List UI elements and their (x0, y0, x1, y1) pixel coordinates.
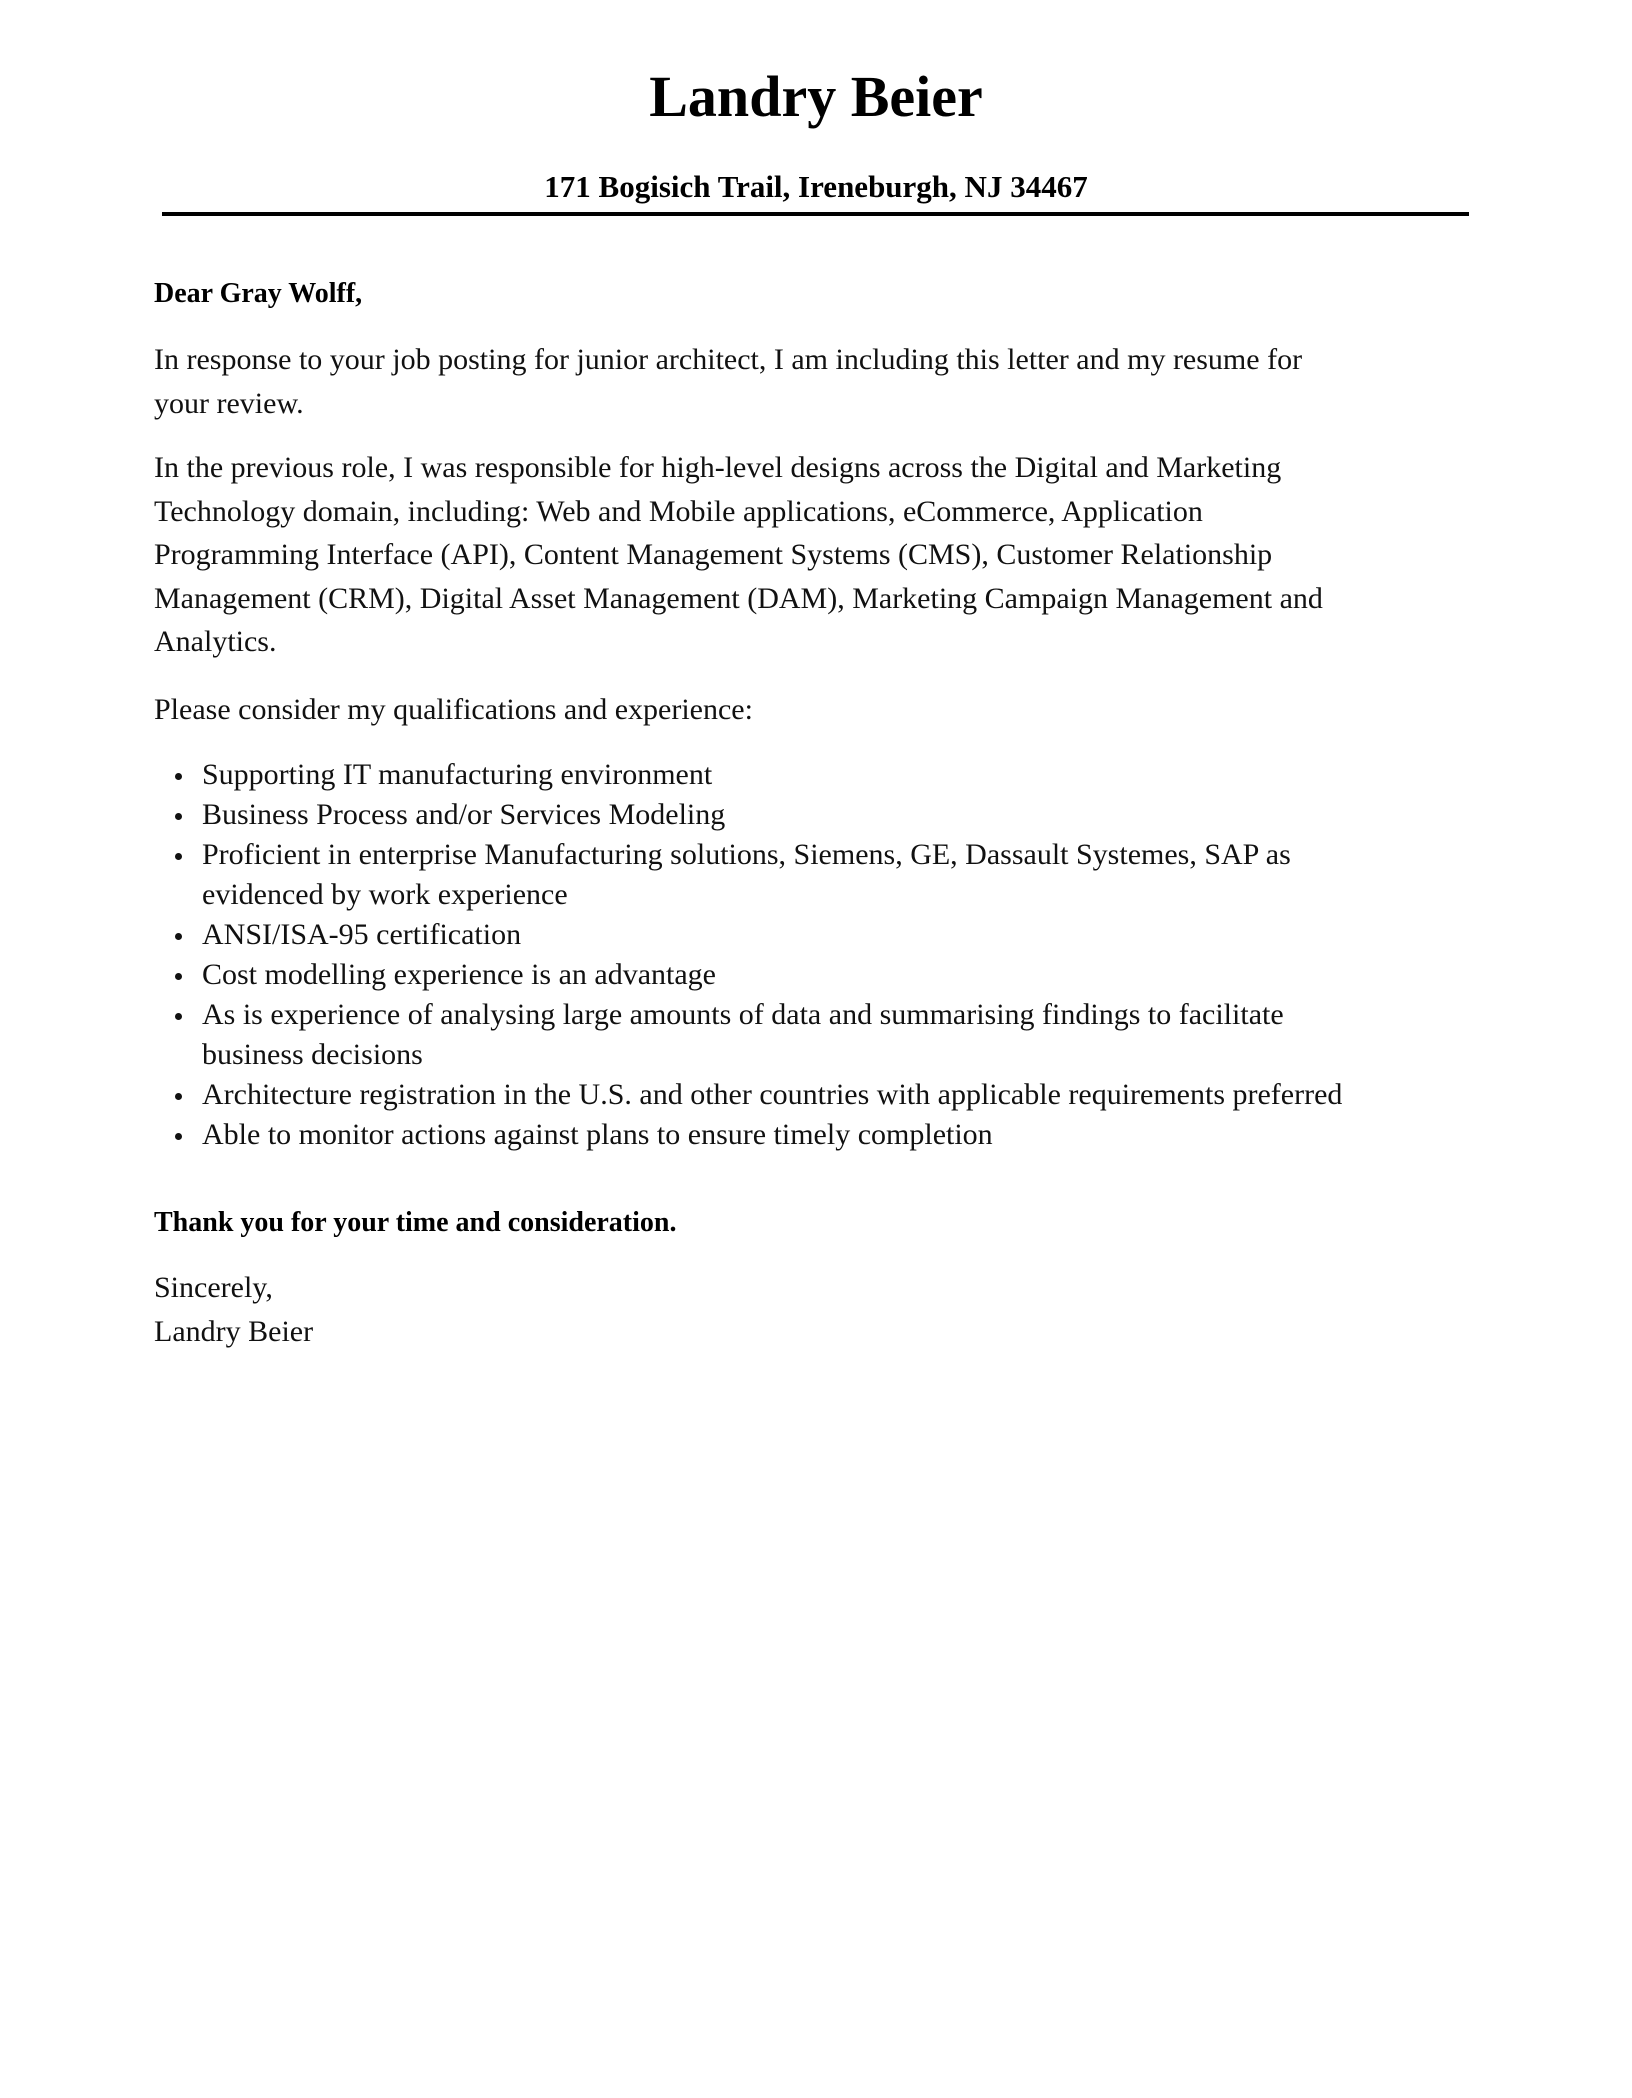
list-item (154, 795, 1474, 835)
list-item-text: Architecture registration in the U.S. and other countries with applicable requirements preferred (202, 1078, 1343, 1111)
paragraph-line: Management (CRM), Digital Asset Management (DAM), Marketing Campaign Management and (154, 581, 1323, 615)
list-item-text: Supporting IT manufacturing environment (202, 758, 713, 791)
list-item (154, 955, 1474, 995)
paragraph-line: your review. (154, 386, 304, 420)
paragraph-line: In the previous role, I was responsible for high-level designs across the Digital and Marketing (154, 451, 1282, 484)
applicant-name: Landry Beier (649, 64, 983, 129)
list-item-text: business decisions (202, 1038, 423, 1071)
paragraph-line: Please consider my qualifications and experience: (154, 693, 753, 726)
list-item-text: ANSI/ISA-95 certification (202, 918, 522, 951)
header-divider (162, 212, 1469, 216)
paragraph-line: Analytics. (154, 625, 277, 658)
applicant-address: 171 Bogisich Trail, Ireneburgh, NJ 34467 (544, 169, 1088, 204)
bullet-icon (175, 933, 182, 940)
qualifications-list (154, 755, 1474, 1155)
bullet-icon (175, 1093, 182, 1100)
paragraph-line: Technology domain, including: Web and Mobile applications, eCommerce, Application (154, 494, 1203, 528)
experience-paragraph (154, 446, 1474, 664)
list-item-text: Business Process and/or Services Modeling (202, 798, 726, 831)
bullet-icon (175, 853, 182, 860)
list-item (154, 995, 1474, 1075)
signoff: Sincerely, (154, 1271, 273, 1304)
list-item-text: As is experience of analysing large amounts of data and summarising findings to facilitate (202, 998, 1284, 1031)
qualifications-intro (154, 688, 1474, 732)
list-item (154, 1075, 1474, 1115)
signoff-block (154, 1266, 1474, 1354)
list-item (154, 755, 1474, 795)
paragraph-line: In response to your job posting for junior architect, I am including this letter and my resume for (154, 343, 1303, 376)
bullet-icon (175, 773, 182, 780)
list-item (154, 915, 1474, 955)
list-item-text: Cost modelling experience is an advantage (202, 958, 716, 991)
list-item (154, 835, 1474, 915)
bullet-icon (175, 973, 182, 980)
list-item (154, 1115, 1474, 1155)
signature-name: Landry Beier (154, 1315, 314, 1348)
list-item-text: Proficient in enterprise Manufacturing solutions, Siemens, GE, Dassault Systemes, SAP as (202, 838, 1291, 871)
intro-paragraph (154, 338, 1474, 425)
bullet-icon (175, 813, 182, 820)
salutation: Dear Gray Wolff, (154, 278, 363, 309)
paragraph-line: Programming Interface (API), Content Management Systems (CMS), Customer Relationship (154, 538, 1273, 571)
list-item-text: Able to monitor actions against plans to ensure timely completion (202, 1118, 993, 1151)
closing-line: Thank you for your time and consideration. (154, 1207, 677, 1238)
list-item-text: evidenced by work experience (202, 878, 568, 911)
bullet-icon (175, 1133, 182, 1140)
bullet-icon (175, 1013, 182, 1020)
